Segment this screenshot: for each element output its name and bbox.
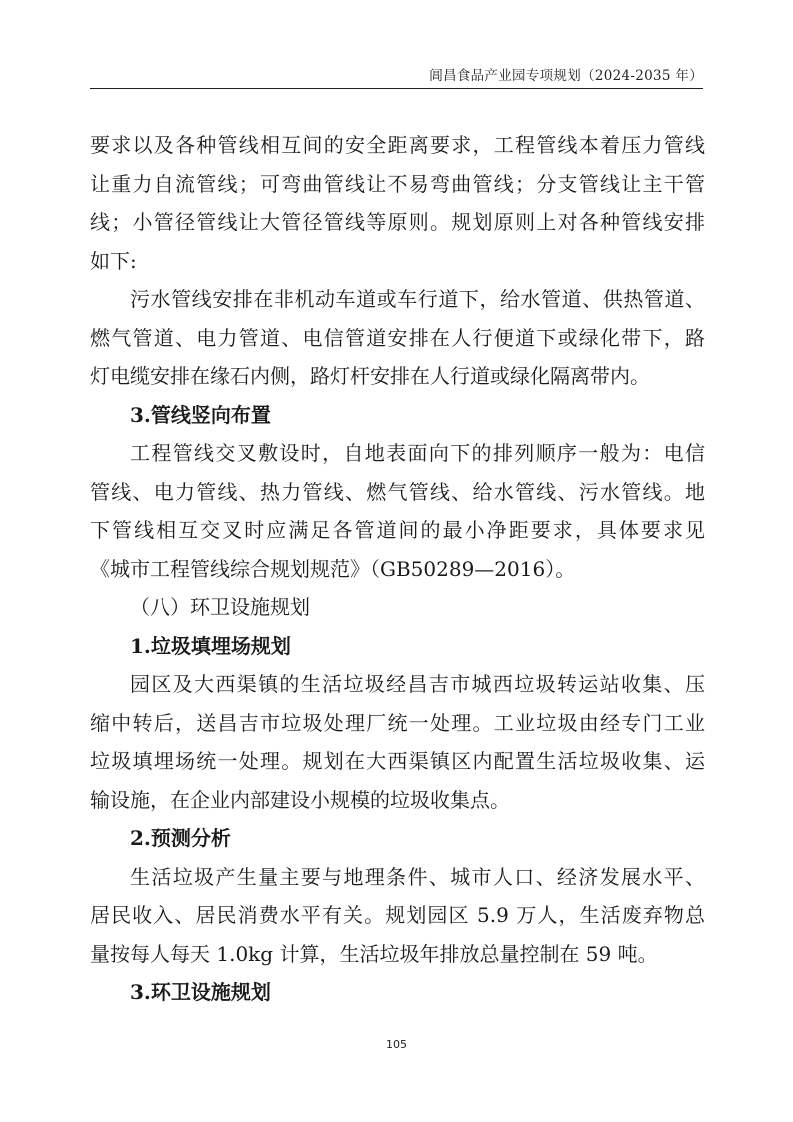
document-body <box>90 126 705 1012</box>
body-line: 量按每人每天 1.0kg 计算，生活垃圾年排放总量控制在 59 吨。 <box>90 941 658 966</box>
page-header <box>90 64 703 89</box>
body-line: 输设施，在企业内部建设小规模的垃圾收集点。 <box>90 787 510 812</box>
body-line: 污水管线安排在非机动车道或车行道下，给水管道、供热管道、 <box>130 287 705 311</box>
heading-landfill: 1.垃圾填埋场规划 <box>130 633 291 658</box>
body-line: 燃气管道、电力管道、电信管道安排在人行便道下或绿化带下，路 <box>90 325 705 350</box>
body-line: 让重力自流管线；可弯曲管线让不易弯曲管线；分支管线让主干管 <box>90 171 705 196</box>
body-line: 下管线相互交叉时应满足各管道间的最小净距要求，具体要求见 <box>90 518 705 542</box>
body-line: 生活垃圾产生量主要与地理条件、城市人口、经济发展水平、 <box>130 864 705 889</box>
heading-vertical-layout: 3.管线竖向布置 <box>130 402 271 427</box>
body-line: 缩中转后，送昌吉市垃圾处理厂统一处理。工业垃圾由经专门工业 <box>90 710 705 735</box>
body-line: 线；小管径管线让大管径管线等原则。规划原则上对各种管线安排 <box>90 210 705 234</box>
body-line: 要求以及各种管线相互间的安全距离要求，工程管线本着压力管线 <box>90 133 705 157</box>
document-title: 阊昌食品产业园专项规划（2024-2035 年） <box>429 68 703 84</box>
body-line: 如下: <box>90 248 137 273</box>
heading-forecast: 2.预测分析 <box>130 826 231 850</box>
heading-facilities: 3.环卫设施规划 <box>130 980 271 1004</box>
body-line: 园区及大西渠镇的生活垃圾经昌吉市城西垃圾转运站收集、压 <box>130 672 705 696</box>
page-number: 105 <box>386 1038 407 1051</box>
body-line: 灯电缆安排在缘石内侧，路灯杆安排在人行道或绿化隔离带内。 <box>90 364 650 388</box>
section-title: （八）环卫设施规划 <box>130 595 310 619</box>
body-line: 管线、电力管线、热力管线、燃气管线、给水管线、污水管线。地 <box>90 479 705 504</box>
body-line: 工程管线交叉敷设时，自地表面向下的排列顺序一般为：电信 <box>130 441 705 465</box>
body-line: 垃圾填埋场统一处理。规划在大西渠镇区内配置生活垃圾收集、运 <box>90 749 705 773</box>
body-line: 《城市工程管线综合规划规范》（GB50289—2016）。 <box>90 556 576 581</box>
body-line: 居民收入、居民消费水平有关。规划园区 5.9 万人，生活废弃物总 <box>90 903 705 927</box>
